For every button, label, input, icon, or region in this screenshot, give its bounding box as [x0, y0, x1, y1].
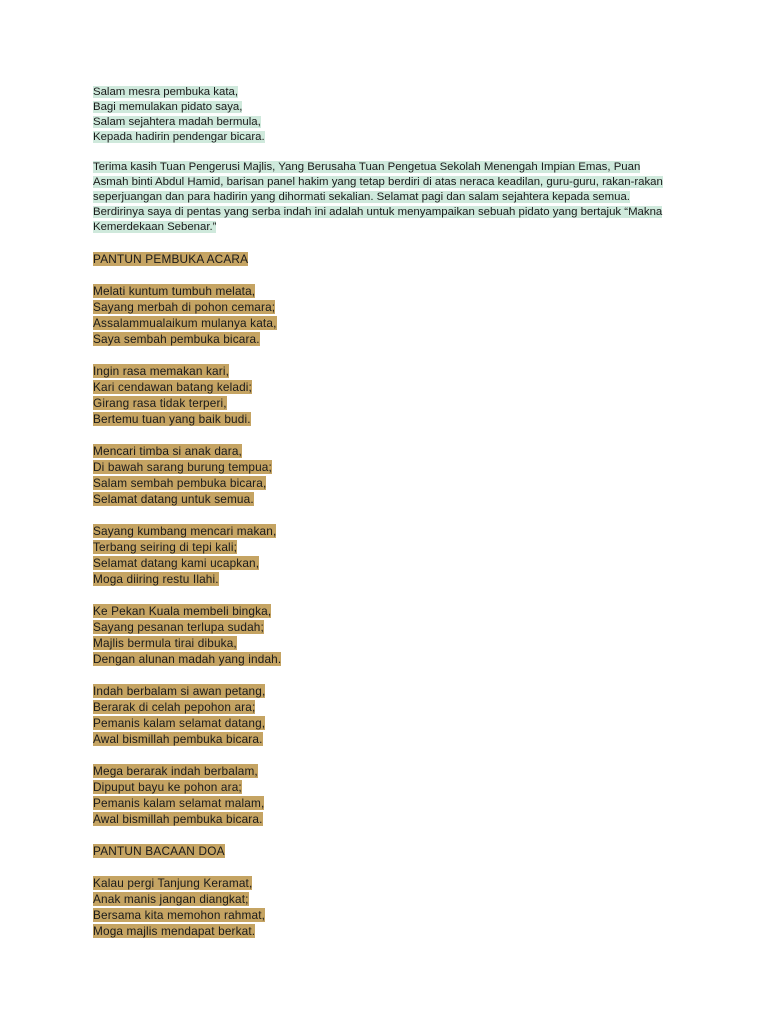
stanza-line: Kari cendawan batang keladi;	[93, 380, 252, 394]
stanza-line: Bertemu tuan yang baik budi.	[93, 412, 251, 426]
stanza	[93, 875, 693, 939]
spacer	[93, 859, 693, 875]
stanza	[93, 603, 693, 667]
stanza-line: Saya sembah pembuka bicara.	[93, 332, 260, 346]
stanza-line: Selamat datang untuk semua.	[93, 492, 254, 506]
spacer	[93, 347, 693, 363]
spacer	[93, 235, 693, 251]
stanza-line: Salam sembah pembuka bicara,	[93, 476, 267, 490]
spacer	[93, 145, 693, 160]
stanza-line: Di bawah sarang burung tempua;	[93, 460, 272, 474]
stanza-line: Indah berbalam si awan petang,	[93, 684, 266, 698]
stanza-line: Pemanis kalam selamat malam,	[93, 796, 265, 810]
verse-line: Bagi memulakan pidato saya,	[93, 101, 243, 113]
intro-line: Kemerdekaan Sebenar.”	[93, 221, 217, 233]
stanza-line: Mega berarak indah berbalam,	[93, 764, 258, 778]
verse-line: Salam sejahtera madah bermula,	[93, 116, 261, 128]
stanza	[93, 363, 693, 427]
stanza-line: Sayang kumbang mencari makan,	[93, 524, 277, 538]
stanza-line: Kalau pergi Tanjung Keramat,	[93, 876, 253, 890]
stanza-line: Dipuput bayu ke pohon ara;	[93, 780, 242, 794]
spacer	[93, 267, 693, 283]
intro-paragraph	[93, 160, 693, 235]
spacer	[93, 427, 693, 443]
spacer	[93, 587, 693, 603]
opening-verse	[93, 85, 693, 145]
stanza-line: Ingin rasa memakan kari,	[93, 364, 230, 378]
stanza-line: Ke Pekan Kuala membeli bingka,	[93, 604, 272, 618]
stanza-line: Sayang merbah di pohon cemara;	[93, 300, 276, 314]
intro-line: seperjuangan dan para hadirin yang dihormati sekalian. Selamat pagi dan salam sejahtera kepada semua.	[93, 191, 630, 203]
stanza-line: Berarak di celah pepohon ara;	[93, 700, 256, 714]
intro-line: Berdirinya saya di pentas yang serba indah ini adalah untuk menyampaikan sebuah pidato yang bertajuk “Makna	[93, 206, 663, 218]
stanza-line: Awal bismillah pembuka bicara.	[93, 812, 263, 826]
stanza-line: Selamat datang kami ucapkan,	[93, 556, 260, 570]
stanza-line: Majlis bermula tirai dibuka,	[93, 636, 237, 650]
stanza-line: Bersama kita memohon rahmat,	[93, 908, 266, 922]
intro-line: Terima kasih Tuan Pengerusi Majlis, Yang Berusaha Tuan Pengetua Sekolah Menengah Impian Emas, Puan	[93, 161, 641, 173]
stanza-line: Melati kuntum tumbuh melata,	[93, 284, 256, 298]
spacer	[93, 667, 693, 683]
stanza	[93, 523, 693, 587]
stanza-line: Girang rasa tidak terperi,	[93, 396, 227, 410]
stanza-line: Terbang seiring di tepi kali;	[93, 540, 238, 554]
section-heading: PANTUN BACAAN DOA	[93, 844, 225, 858]
stanza-line: Awal bismillah pembuka bicara.	[93, 732, 263, 746]
stanza	[93, 443, 693, 507]
stanza-line: Moga diiring restu Ilahi.	[93, 572, 219, 586]
spacer	[93, 507, 693, 523]
stanza-line: Mencari timba si anak dara,	[93, 444, 242, 458]
section-heading: PANTUN PEMBUKA ACARA	[93, 252, 249, 266]
section-prayer	[93, 843, 693, 939]
section-opening	[93, 251, 693, 827]
stanza-line: Sayang pesanan terlupa sudah;	[93, 620, 264, 634]
stanza-line: Dengan alunan madah yang indah.	[93, 652, 282, 666]
verse-line: Kepada hadirin pendengar bicara.	[93, 131, 265, 143]
stanza-line: Anak manis jangan diangkat;	[93, 892, 249, 906]
stanza	[93, 683, 693, 747]
verse-line: Salam mesra pembuka kata,	[93, 86, 238, 98]
stanza-line: Moga majlis mendapat berkat.	[93, 924, 256, 938]
stanza	[93, 763, 693, 827]
stanza-line: Pemanis kalam selamat datang,	[93, 716, 266, 730]
spacer	[93, 747, 693, 763]
stanza-line: Assalammualaikum mulanya kata,	[93, 316, 277, 330]
spacer	[93, 827, 693, 843]
document-content	[93, 85, 693, 939]
intro-line: Asmah binti Abdul Hamid, barisan panel hakim yang tetap berdiri di atas neraca keadilan, guru-guru, rakan-rakan	[93, 176, 663, 188]
stanza	[93, 283, 693, 347]
